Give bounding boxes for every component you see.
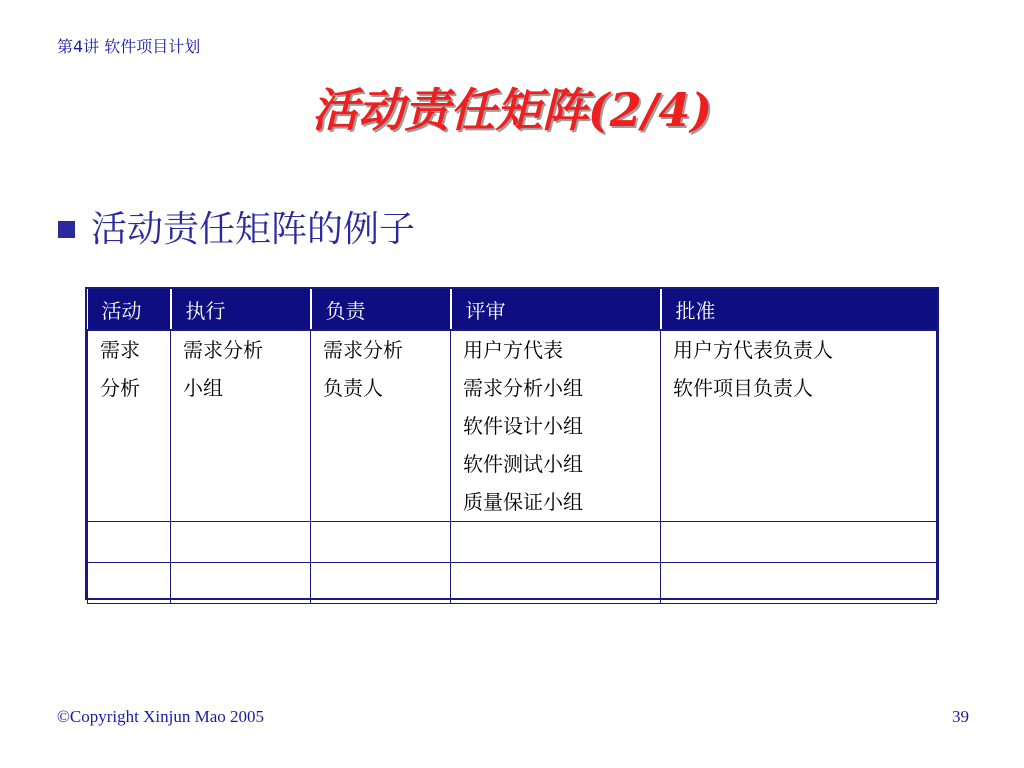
bullet-item [58,201,415,252]
table-cell [311,330,451,522]
column-header-review: 评审 [451,289,661,330]
bullet-text: 活动责任矩阵的例子 [91,209,416,250]
bullet-square-icon [58,221,75,238]
table-row [88,330,937,522]
matrix-table [87,289,937,604]
cell-line: 需求 [100,338,140,362]
cell-line: 质量保证小组 [463,490,583,514]
matrix-header-row [88,289,937,330]
cell-line: 软件设计小组 [463,414,583,438]
cell-line: 用户方代表 [463,338,563,362]
cell-line: 软件测试小组 [463,452,583,476]
column-header-activity: 活动 [88,289,171,330]
column-header-execute: 执行 [171,289,311,330]
table-cell [311,563,451,604]
table-cell [88,330,171,522]
cell-line: 需求分析 [183,338,263,362]
cell-line: 软件项目负责人 [673,376,813,400]
column-header-responsible: 负责 [311,289,451,330]
table-cell [451,522,661,563]
table-cell [88,563,171,604]
table-row [88,522,937,563]
table-row [88,563,937,604]
table-cell [661,563,937,604]
slide-title: 活动责任矩阵(2/4) [311,83,713,137]
table-cell [88,522,171,563]
table-cell [661,330,937,522]
cell-line: 需求分析小组 [463,376,583,400]
lecture-header: 第4讲 软件项目计划 [57,37,201,56]
cell-line: 用户方代表负责人 [673,338,833,362]
table-cell [661,522,937,563]
table-cell [451,563,661,604]
table-cell [311,522,451,563]
cell-line: 小组 [183,376,223,400]
column-header-approve: 批准 [661,289,937,330]
table-cell [171,563,311,604]
cell-line: 需求分析 [323,338,403,362]
table-cell [171,522,311,563]
page-number: 39 [952,707,969,726]
table-cell [171,330,311,522]
table-cell [451,330,661,522]
responsibility-matrix [85,287,939,600]
cell-line: 负责人 [323,376,383,400]
copyright-footer: ©Copyright Xinjun Mao 2005 [57,707,264,726]
cell-line: 分析 [100,376,140,400]
